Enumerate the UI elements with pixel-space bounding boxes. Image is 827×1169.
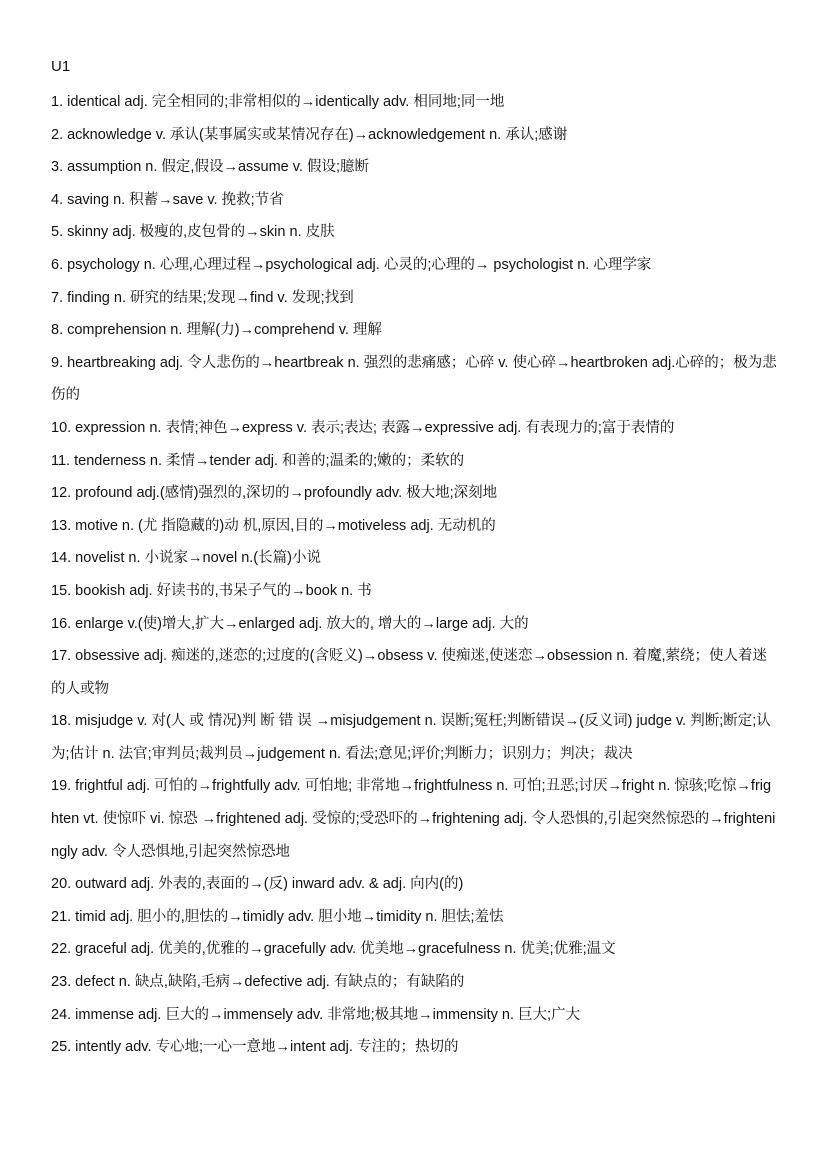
vocab-entry-12: 12. profound adj.(感情)强烈的,深切的→profoundly adv. 极大地;深刻地	[51, 485, 498, 502]
vocab-entry-2: 2. acknowledge v. 承认(某事属实或某情况存在)→acknowledgement n. 承认;感谢	[51, 126, 568, 143]
vocab-entry-22: 22. graceful adj. 优美的,优雅的→gracefully adv. 优美地→gracefulness n. 优美;优雅;温文	[51, 941, 616, 958]
vocab-entry-3: 3. assumption n. 假定,假设→assume v. 假设;臆断	[51, 159, 370, 176]
vocab-entry-24: 24. immense adj. 巨大的→immensely adv. 非常地;极其地→immensity n. 巨大;广大	[51, 1006, 581, 1023]
vocab-entry-6: 6. psychology n. 心理,心理过程→psychological adj. 心灵的;心理的→ psychologist n. 心理学家	[51, 256, 652, 273]
vocab-entry-18: 18. misjudge v. 对(人 或 情况)判 断 错 误 →misjudgement n. 误断;冤枉;判断错误→(反义词) judge v. 判断;断定;认为;估计 n. 法官;审判员;裁判员→judgement n. 看法;意见;评价;判断力；识别力；判决；裁决	[51, 713, 771, 762]
vocab-entry-13: 13. motive n. (尤 指隐藏的)动 机,原因,目的→motiveless adj. 无动机的	[51, 517, 496, 534]
vocab-entry-10: 10. expression n. 表情;神色→express v. 表示;表达; 表露→expressive adj. 有表现力的;富于表情的	[51, 419, 675, 436]
vocab-entry-17: 17. obsessive adj. 痴迷的,迷恋的;过度的(含贬义)→obsess v. 使痴迷,使迷恋→obsession n. 着魔,萦绕；使人着迷的人或物	[51, 648, 768, 697]
vocab-entry-14: 14. novelist n. 小说家→novel n.(长篇)小说	[51, 550, 321, 567]
unit-title: U1	[51, 58, 71, 75]
vocab-entry-21: 21. timid adj. 胆小的,胆怯的→timidly adv. 胆小地→timidity n. 胆怯;羞怯	[51, 908, 504, 925]
vocab-entry-5: 5. skinny adj. 极瘦的,皮包骨的→skin n. 皮肤	[51, 224, 335, 241]
vocab-entry-20: 20. outward adj. 外表的,表面的→(反) inward adv. & adj. 向内(的)	[51, 876, 464, 893]
vocab-entry-9: 9. heartbreaking adj. 令人悲伤的→heartbreak n. 强烈的悲痛感；心碎 v. 使心碎→heartbroken adj.心碎的；极为悲伤的	[51, 354, 777, 404]
vocab-entry-8: 8. comprehension n. 理解(力)→comprehend v. 理解	[51, 322, 382, 339]
document-page	[51, 54, 779, 1064]
vocab-entry-11: 11. tenderness n. 柔情→tender adj. 和善的;温柔的;嫩的；柔软的	[51, 452, 465, 469]
vocab-entry-19: 19. frightful adj. 可怕的→frightfully adv. 可怕地; 非常地→frightfulness n. 可怕;丑恶;讨厌→fright n. 惊骇;吃惊→frighten vt. 使惊吓 vi. 惊恐 →frightened adj. 受惊的;受恐吓的→frightening adj. 令人恐惧的,引起突然惊恐的→frighteningly adv. 令人恐惧地,引起突然惊恐地	[51, 778, 776, 860]
vocab-entry-15: 15. bookish adj. 好读书的,书呆子气的→book n. 书	[51, 582, 372, 599]
vocab-entry-25: 25. intently adv. 专心地;一心一意地→intent adj. 专注的；热切的	[51, 1039, 459, 1056]
vocab-entry-23: 23. defect n. 缺点,缺陷,毛病→defective adj. 有缺点的；有缺陷的	[51, 974, 465, 991]
vocab-entry-16: 16. enlarge v.(使)增大,扩大→enlarged adj. 放大的, 增大的→large adj. 大的	[51, 615, 529, 632]
vocab-entry-1: 1. identical adj. 完全相同的;非常相似的→identically adv. 相同地;同一地	[51, 94, 505, 110]
vocab-entry-7: 7. finding n. 研究的结果;发现→find v. 发现;找到	[51, 289, 354, 306]
vocab-entry-4: 4. saving n. 积蓄→save v. 挽救;节省	[51, 191, 284, 208]
